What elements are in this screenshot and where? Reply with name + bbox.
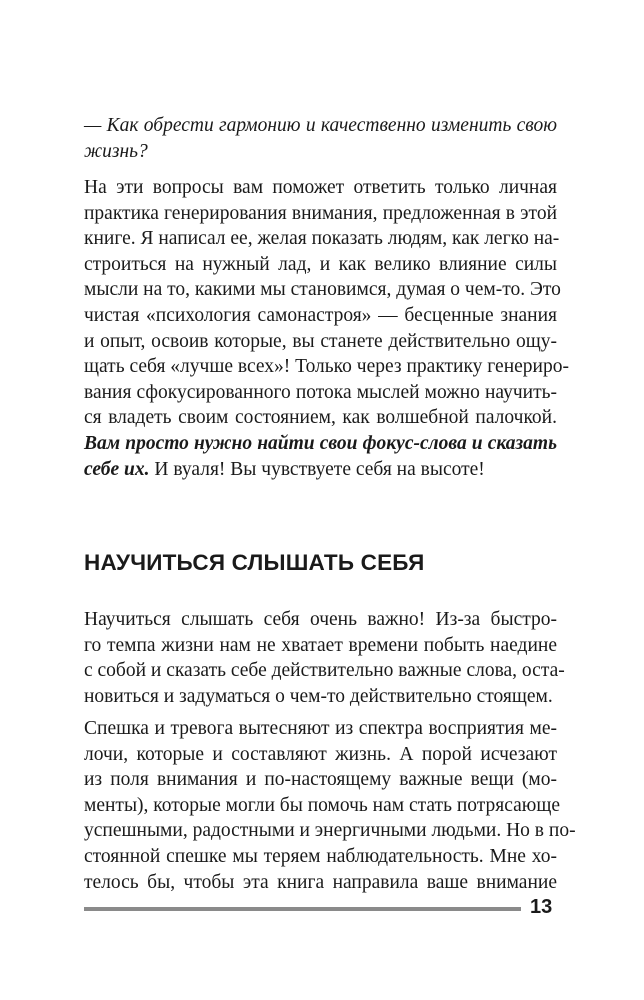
paragraph-line: мысли на то, какими мы становимся, думая о чем-то. Это — [84, 279, 561, 301]
paragraph-line: чистая «психология самонастроя» — бесценные знания — [84, 304, 557, 326]
paragraph-line: ся владеть своим состоянием, как волшебной палочкой. — [84, 407, 557, 429]
emphasis-line: Вам просто нужно найти свои фокус-слова и сказать — [84, 432, 557, 454]
paragraph-line: стоянной спешке мы теряем наблюдательность. Мне хо- — [84, 845, 557, 867]
paragraph-line: новиться и задуматься о чем-то действительно стоящем. — [84, 685, 553, 707]
paragraph-line: менты), которые могли бы помочь нам стать потрясающе — [84, 794, 561, 816]
paragraph-line: строиться на нужный лад, и как велико влияние силы — [84, 253, 557, 275]
paragraph-line: На эти вопросы вам поможет ответить только личная — [84, 177, 557, 198]
paragraph-line: Спешка и тревога вытесняют из спектра восприятия ме- — [84, 718, 557, 739]
paragraph-intro — [84, 175, 569, 482]
page-number: 13 — [530, 896, 553, 918]
paragraph-line: из поля внимания и по-настоящему важные вещи (мо- — [84, 769, 557, 791]
paragraph-line: с собой и сказать себе действительно важные слова, оста- — [84, 660, 565, 682]
paragraph-line: Научиться слышать себя очень важно! Из-за быстро- — [84, 609, 557, 630]
question-line: жизнь? — [84, 140, 148, 162]
paragraph-line: телось бы, чтобы эта книга направила ваше внимание — [84, 871, 557, 893]
paragraph-line: щать себя «лучше всех»! Только через практику генериро- — [84, 356, 569, 378]
question-paragraph — [84, 113, 557, 164]
paragraph-listen — [84, 607, 565, 709]
emphasis-text: себе их. — [84, 458, 150, 480]
paragraph-line: успешными, радостными и энергичными людьми. Но в по- — [84, 820, 576, 842]
footer-rule — [84, 907, 521, 911]
paragraph-line: и опыт, освоив которые, вы станете действительно ощу- — [84, 330, 557, 352]
paragraph-line: го темпа жизни нам не хватает времени побыть наедине — [84, 634, 557, 656]
paragraph-line — [84, 457, 557, 483]
section-heading: НАУЧИТЬСЯ СЛЫШАТЬ СЕБЯ — [84, 550, 425, 575]
paragraph-haste — [84, 716, 576, 895]
question-line: — Как обрести гармонию и качественно изменить свою — [84, 115, 557, 136]
paragraph-line: книге. Я написал ее, желая показать людям, как легко на- — [84, 228, 560, 250]
paragraph-line: практика генерирования внимания, предложенная в этой — [84, 202, 557, 224]
paragraph-text: И вуаля! Вы чувствуете себя на высоте! — [149, 458, 485, 480]
paragraph-line: лочи, которые и составляют жизнь. А порой исчезают — [84, 743, 557, 765]
paragraph-line: вания сфокусированного потока мыслей можно научить- — [84, 381, 557, 403]
